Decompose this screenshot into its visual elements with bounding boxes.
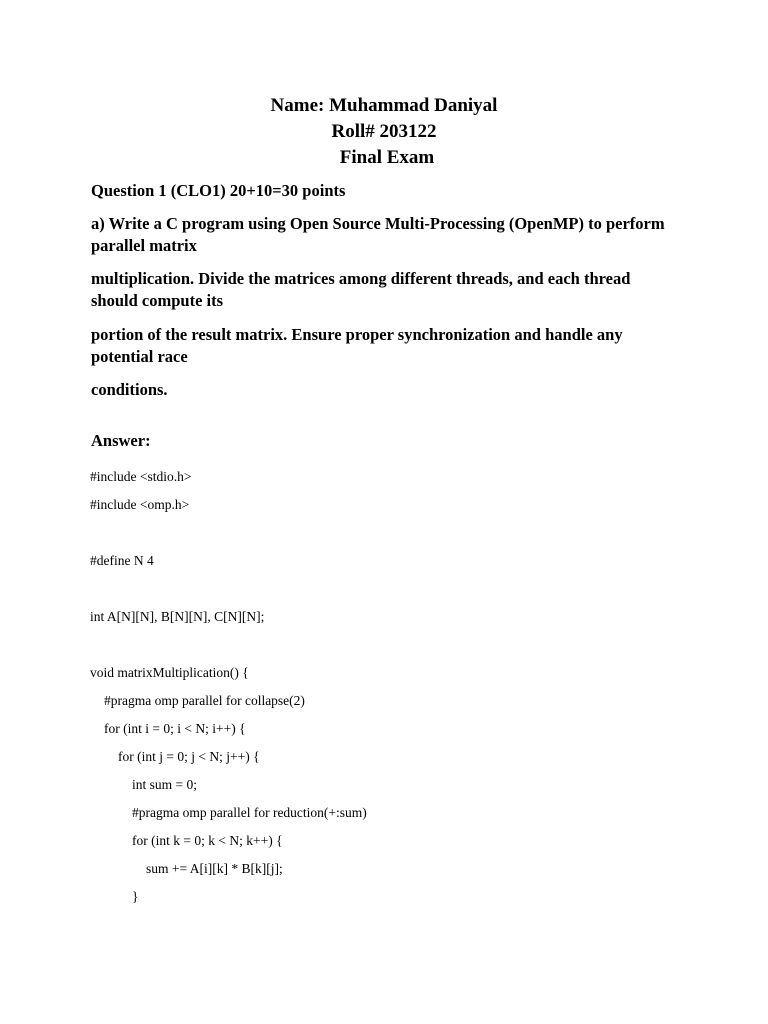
code-line: #define N 4	[90, 553, 154, 568]
code-line: #pragma omp parallel for collapse(2)	[104, 693, 305, 708]
student-name: Name: Muhammad Daniyal	[270, 95, 498, 116]
code-line: int sum = 0;	[132, 777, 197, 792]
code-line: int A[N][N], B[N][N], C[N][N];	[90, 609, 265, 624]
code-line: #include <stdio.h>	[90, 469, 192, 484]
code-line: for (int j = 0; j < N; j++) {	[118, 749, 260, 764]
question-paragraph-4: conditions.	[91, 380, 168, 399]
question-title: Question 1 (CLO1) 20+10=30 points	[91, 181, 346, 200]
roll-number: Roll# 203122	[331, 121, 437, 142]
code-line: void matrixMultiplication() {	[90, 665, 249, 680]
code-line: #pragma omp parallel for reduction(+:sum)	[132, 805, 367, 820]
question-paragraph-2: multiplication. Divide the matrices among different threads, and each thread should compute its	[91, 269, 631, 310]
answer-label: Answer:	[91, 431, 151, 450]
code-line: for (int k = 0; k < N; k++) {	[132, 833, 283, 848]
code-line: #include <omp.h>	[90, 497, 190, 512]
document-header	[0, 93, 768, 171]
code-line: sum += A[i][k] * B[k][j];	[146, 861, 283, 876]
code-line: }	[132, 889, 139, 904]
exam-title: Final Exam	[339, 147, 435, 168]
question-paragraph-3: portion of the result matrix. Ensure proper synchronization and handle any potential race	[91, 325, 623, 366]
code-line: for (int i = 0; i < N; i++) {	[104, 721, 246, 736]
question-paragraph-1: a) Write a C program using Open Source Multi-Processing (OpenMP) to perform parallel matrix	[91, 214, 665, 255]
